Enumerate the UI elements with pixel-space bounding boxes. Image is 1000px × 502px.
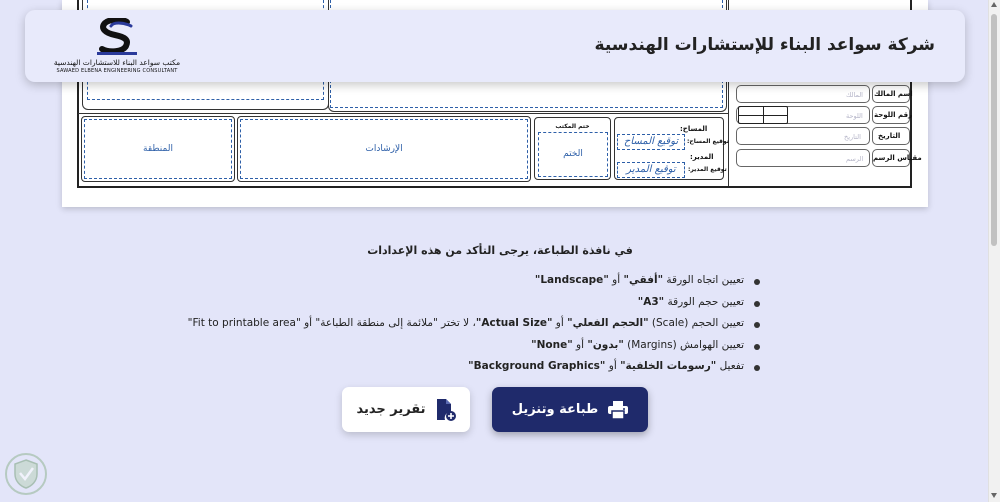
instruction-item: تعيين حجم الورقة "A3" — [200, 292, 760, 314]
new-report-button[interactable] — [342, 387, 470, 432]
printer-icon — [608, 401, 628, 419]
surveyor-label: المساح: — [680, 125, 708, 133]
date-label: التاريخ — [878, 132, 901, 140]
owner-name-placeholder: المالك — [846, 91, 863, 99]
print-button-label: طباعة وتنزيل — [511, 402, 599, 417]
date-placeholder: التاريخ — [844, 133, 861, 141]
sheet-number-label: رقم اللوحة — [874, 111, 913, 119]
surveyor-signature: توقيع المساح — [623, 136, 679, 147]
manager-sign-label: توقيع المدير: — [688, 166, 727, 173]
region-text: المنطقة — [143, 144, 173, 154]
owner-name-label: اسم المالك — [874, 90, 913, 98]
sheet-number-placeholder: اللوحة — [846, 112, 863, 120]
instruction-item: تعيين الحجم (Scale) "الحجم الفعلي" أو "Actual Size"، لا تختر "ملائمة إلى منطقة الطباعة" أو "Fit to printable area" — [200, 313, 760, 335]
company-logo — [53, 18, 181, 76]
scroll-down-arrow-icon[interactable] — [991, 493, 997, 498]
scrollbar-thumb[interactable] — [991, 14, 997, 246]
guidance-text: الإرشادات — [365, 144, 403, 154]
page-title: شركة سواعد البناء للإستشارات الهندسية — [594, 35, 935, 55]
manager-signature: توقيع المدير — [626, 164, 676, 175]
manager-label: المدير: — [690, 153, 714, 161]
file-plus-icon — [436, 399, 456, 421]
print-download-button[interactable] — [492, 387, 648, 432]
office-stamp-label: ختم المكتب — [555, 123, 590, 130]
stamp-text: الختم — [563, 149, 583, 159]
instruction-item: تعيين الهوامش (Margins) "بدون" أو "None" — [200, 335, 760, 357]
grid-divider-h — [739, 115, 787, 116]
new-report-label: تقرير جديد — [356, 402, 426, 417]
instruction-item: تعيين اتجاه الورقة "أفقي" أو "Landscape" — [200, 270, 760, 292]
logo-s-mark-icon — [93, 18, 141, 56]
scale-label: مقياس الرسم — [873, 154, 922, 162]
app-header — [25, 10, 965, 82]
logo-arabic-text: مكتب سواعد البناء للاستشارات الهندسية — [53, 58, 181, 67]
instruction-item: تفعيل "رسومات الخلفية" أو "Background Graphics" — [200, 356, 760, 378]
shield-icon — [4, 452, 48, 496]
surveyor-sign-label: توقيع المساح: — [687, 138, 729, 145]
instructions-title: في نافذة الطباعة، يرجى التأكد من هذه الإعدادات — [367, 244, 633, 257]
bottom-row-divider — [78, 113, 728, 114]
scale-placeholder: الرسم — [846, 155, 864, 163]
logo-english-text: SAWAED ELBENA ENGINEERING CONSULTANT — [56, 68, 178, 74]
instructions-list — [187, 270, 760, 378]
scroll-up-arrow-icon[interactable] — [991, 2, 997, 7]
